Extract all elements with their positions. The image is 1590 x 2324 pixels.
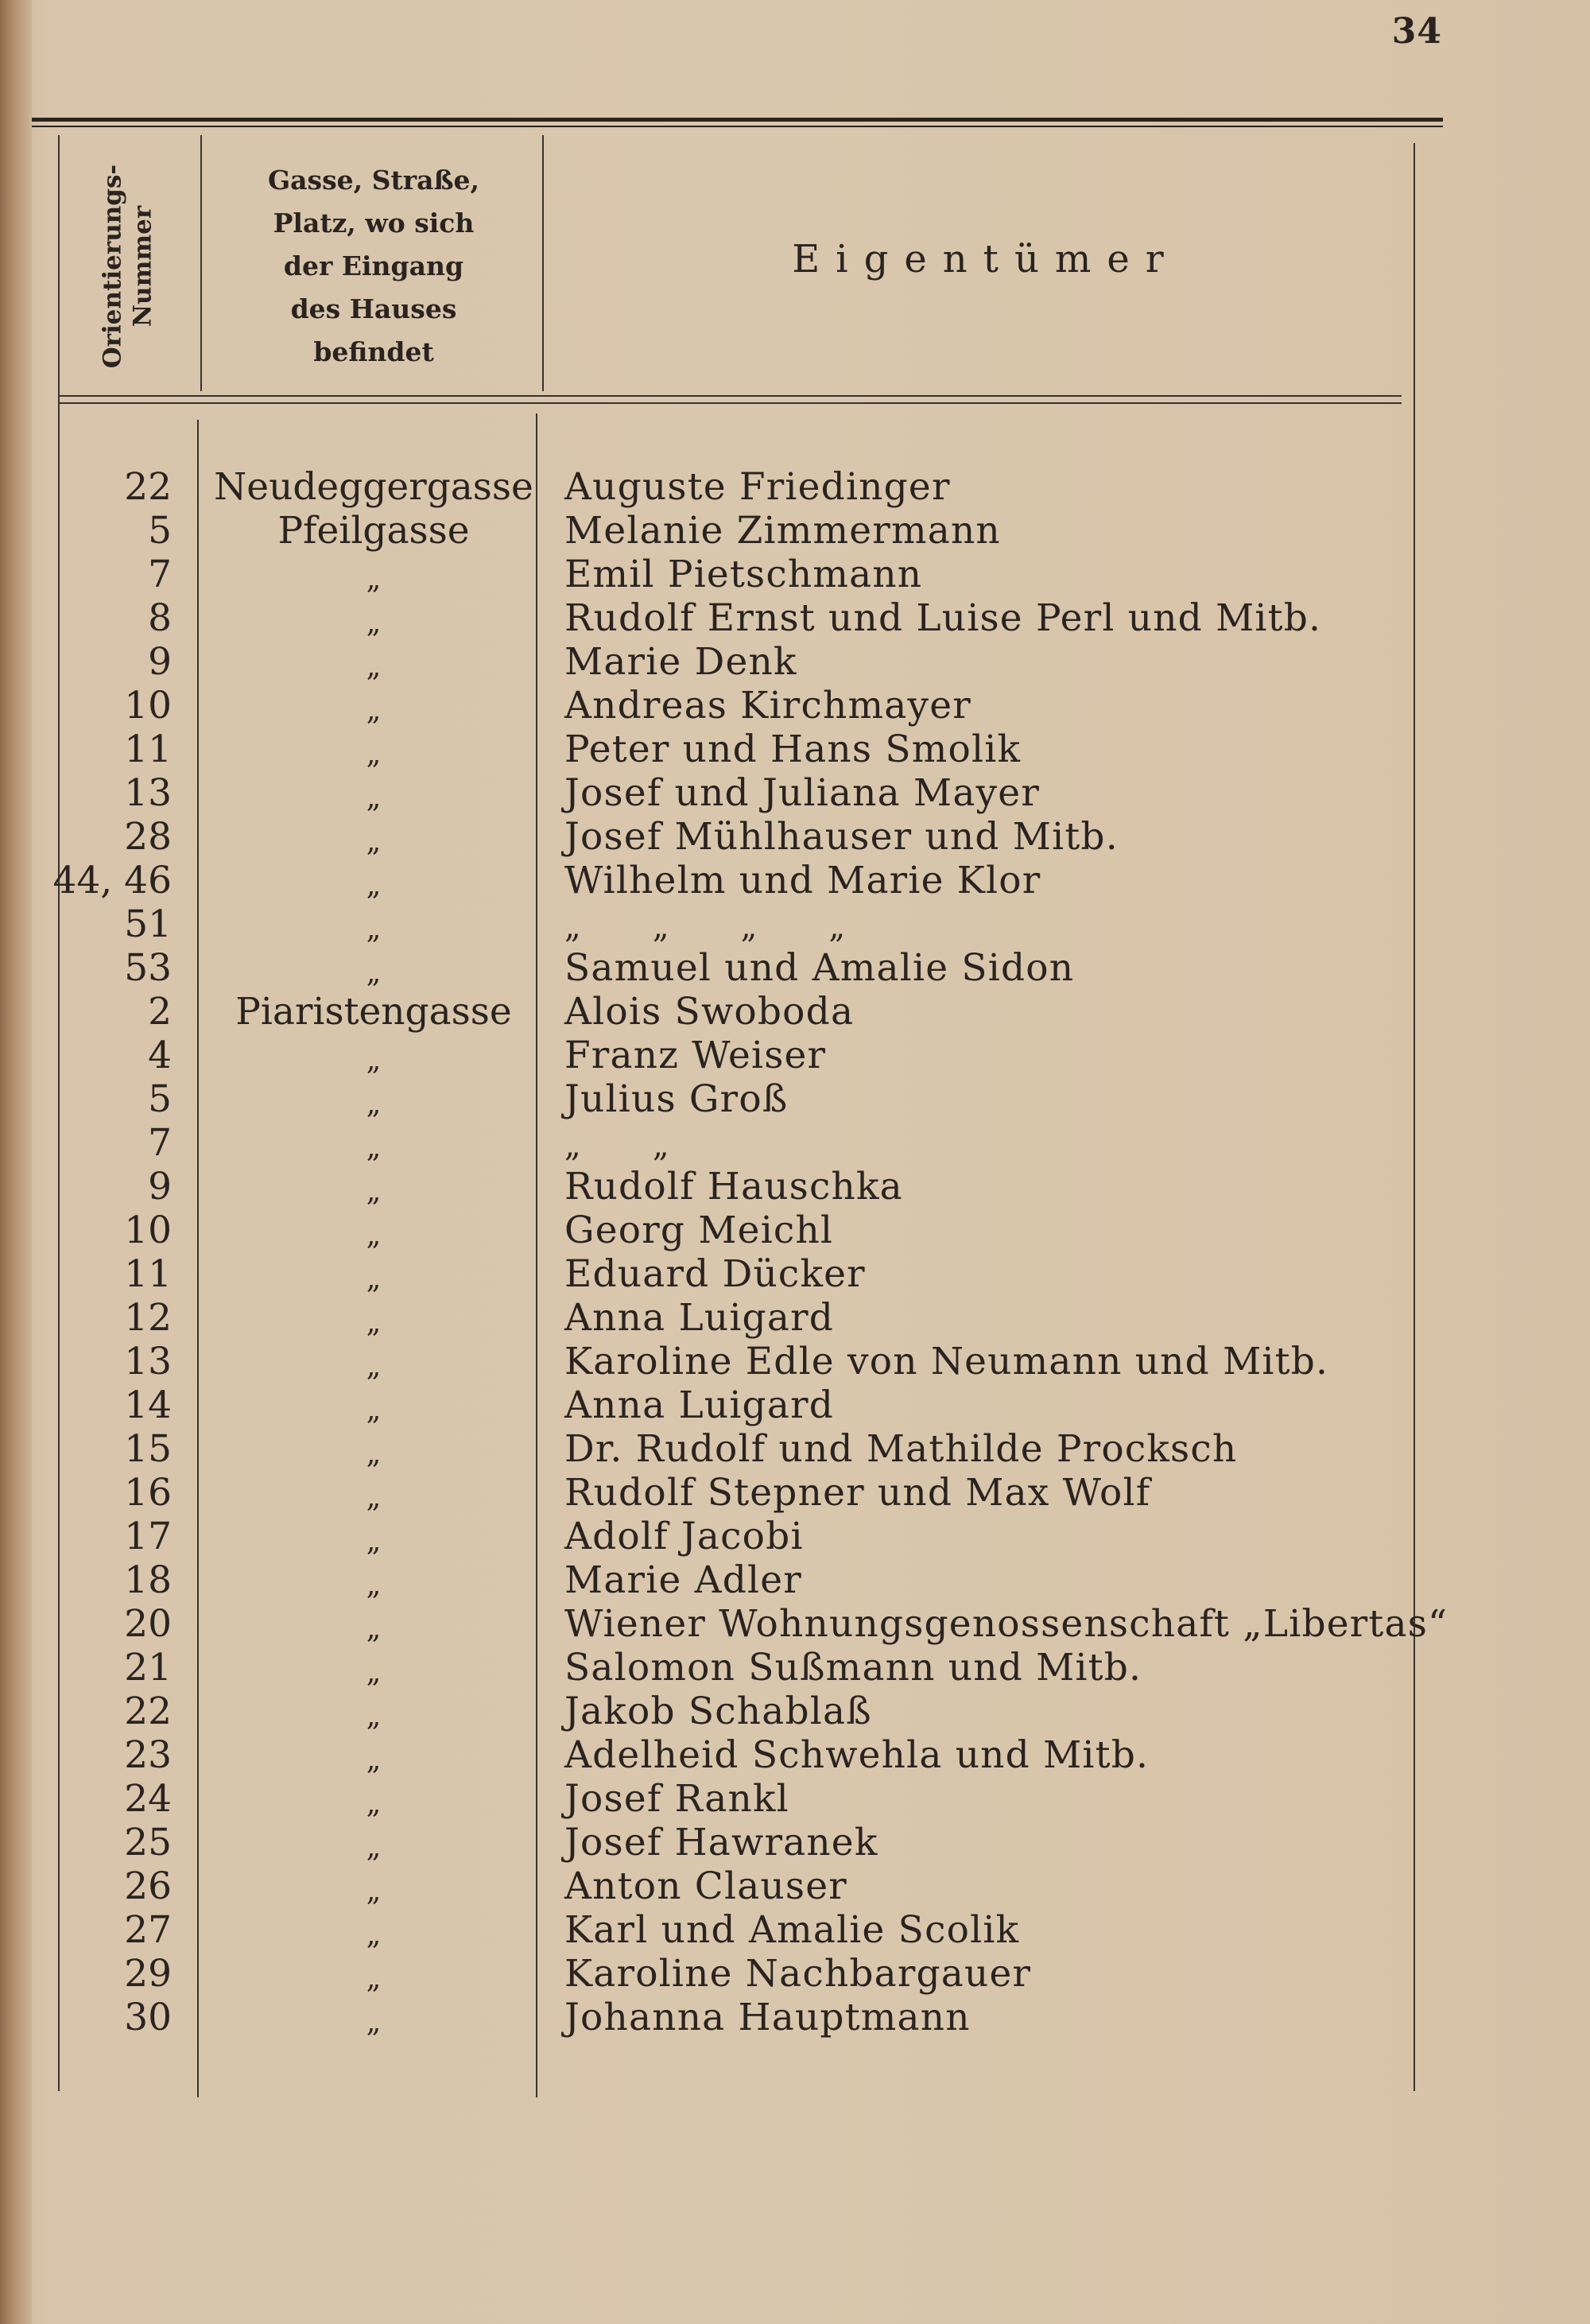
owner-name: Rudolf Stepner und Max Wolf [564,1471,1151,1515]
street-name: „ [366,782,382,814]
table-row [0,1690,1590,1733]
owner-name: Adolf Jacobi [564,1515,804,1558]
owner-name: Rudolf Hauschka [564,1165,903,1209]
street-name: „ [366,1437,382,1470]
house-number: 11 [124,727,172,771]
street-name: „ [366,1263,382,1295]
house-number: 15 [124,1427,172,1471]
owner-name: Adelheid Schwehla und Mitb. [564,1733,1150,1777]
house-number: 17 [124,1515,172,1558]
owner-name: „ „ [564,1127,670,1164]
owner-name: Anton Clauser [564,1864,847,1908]
owner-name: Karoline Edle von Neumann und Mitb. [564,1340,1329,1383]
header-rule-2 [58,402,1402,404]
house-number: 11 [124,1252,172,1296]
house-number: 22 [124,1690,172,1733]
house-number: 4 [148,1034,172,1077]
table-row [0,1515,1590,1558]
street-name: „ [366,694,382,727]
owner-name: Rudolf Ernst und Luise Perl und Mitb. [564,596,1322,640]
table-row [0,1996,1590,2039]
owner-name: Franz Weiser [564,1034,827,1077]
owner-name: Josef Rankl [564,1777,789,1821]
street-name: Neudeggergasse [214,465,533,509]
owner-name: Anna Luigard [564,1383,835,1427]
table-row [0,946,1590,990]
street-name: „ [366,1088,382,1120]
table-row [0,1602,1590,1646]
house-number: 7 [148,1121,172,1165]
owner-name: Auguste Friedinger [564,465,951,509]
table-row [0,1646,1590,1690]
house-number: 23 [124,1733,172,1777]
owner-name: Josef Mühlhauser und Mitb. [564,815,1119,859]
table-row [0,465,1590,509]
house-number: 44, 46 [52,859,172,902]
owner-name: Jakob Schablaß [564,1690,872,1733]
house-number: 18 [124,1558,172,1602]
street-name: „ [366,1787,382,1820]
street-name: „ [366,913,382,945]
house-number: 51 [124,902,172,946]
table-row [0,1340,1590,1383]
house-number: 29 [124,1952,172,1996]
house-number: 7 [148,553,172,596]
house-number: 2 [148,990,172,1034]
street-name: „ [366,650,382,683]
owner-name: Wilhelm und Marie Klor [564,859,1041,902]
house-number: 8 [148,596,172,640]
page-number: 34 [1391,11,1442,52]
table-body [0,465,1590,2039]
owner-name: Johanna Hauptmann [564,1996,971,2039]
street-name: „ [366,1219,382,1251]
table-row [0,1296,1590,1340]
house-number: 9 [148,640,172,684]
table-row [0,640,1590,684]
street-name: „ [366,1131,382,1164]
table-row [0,509,1590,553]
house-number: 10 [124,684,172,727]
street-name: „ [366,1569,382,1601]
street-name: Piaristengasse [235,990,512,1034]
owner-name: Julius Groß [564,1077,789,1121]
table-row [0,815,1590,859]
owner-name: Emil Pietschmann [564,553,923,596]
street-name: „ [366,1394,382,1426]
street-name: „ [366,607,382,639]
house-number: 5 [148,1077,172,1121]
house-number: 13 [124,1340,172,1383]
house-number: 14 [124,1383,172,1427]
owner-name: Alois Swoboda [564,990,855,1034]
table-row [0,859,1590,902]
house-number: 24 [124,1777,172,1821]
table-row [0,990,1590,1034]
header-number-column [60,143,195,390]
table-row [0,1165,1590,1209]
house-number: 20 [124,1602,172,1646]
owner-name: Marie Adler [564,1558,802,1602]
owner-name: Marie Denk [564,640,797,684]
header-owner-column: Eigentümer [792,237,1180,281]
table-row [0,727,1590,771]
house-number: 28 [124,815,172,859]
table-row [0,1952,1590,1996]
street-name: „ [366,1656,382,1689]
table-row [0,1427,1590,1471]
street-name: „ [366,2006,382,2039]
house-number: 9 [148,1165,172,1209]
street-name: „ [366,825,382,858]
street-name: „ [366,738,382,770]
owner-name: Georg Meichl [564,1209,834,1252]
table-row [0,1558,1590,1602]
header-street-column: Gasse, Straße, Platz, wo sich der Eingang des Hauses befindet [267,165,480,367]
table-row [0,1209,1590,1252]
table-row [0,1777,1590,1821]
street-name: „ [366,956,382,989]
street-name: „ [366,563,382,596]
owner-name: Anna Luigard [564,1296,835,1340]
street-name: „ [366,1350,382,1383]
top-rule-thin [32,126,1443,127]
house-number: 25 [124,1821,172,1864]
owner-name: Samuel und Amalie Sidon [564,946,1075,990]
table-row [0,1121,1590,1165]
table-row [0,1908,1590,1952]
house-number: 21 [124,1646,172,1690]
street-name: „ [366,869,382,902]
owner-name: Salomon Sußmann und Mitb. [564,1646,1142,1690]
table-row [0,1864,1590,1908]
table-row [0,1733,1590,1777]
table-row [0,902,1590,946]
table-row [0,1252,1590,1296]
street-name: „ [366,1831,382,1864]
header-divider-1 [200,135,202,391]
table-row [0,1034,1590,1077]
top-rule [32,118,1443,122]
street-name: „ [366,1962,382,1995]
table-row [0,596,1590,640]
house-number: 22 [124,465,172,509]
owner-name: Dr. Rudolf und Mathilde Procksch [564,1427,1238,1471]
street-name: „ [366,1481,382,1514]
house-number: 30 [124,1996,172,2039]
house-number: 16 [124,1471,172,1515]
table-row [0,553,1590,596]
table-row [0,1383,1590,1427]
owner-name: Eduard Dücker [564,1252,866,1296]
table-row [0,1471,1590,1515]
owner-name: Melanie Zimmermann [564,509,1001,553]
owner-name: Andreas Kirchmayer [564,684,971,727]
street-name: Pfeilgasse [277,509,470,553]
table-row [0,684,1590,727]
owner-name: Karoline Nachbargauer [564,1952,1032,1996]
street-name: „ [366,1612,382,1645]
house-number: 13 [124,771,172,815]
house-number: 27 [124,1908,172,1952]
house-number: 26 [124,1864,172,1908]
street-name: „ [366,1525,382,1558]
street-name: „ [366,1175,382,1208]
table-row [0,1821,1590,1864]
owner-name: Josef und Juliana Mayer [564,771,1040,815]
house-number: 12 [124,1296,172,1340]
street-name: „ [366,1744,382,1776]
street-name: „ [366,1306,382,1339]
owner-name: Wiener Wohnungsgenossenschaft „Libertas“ [564,1602,1448,1646]
header-number-label: Orientierungs- Nummer [98,164,157,369]
owner-name: „ „ „ „ [564,909,847,945]
house-number: 5 [148,509,172,553]
header-rule-1 [58,395,1402,397]
house-number: 10 [124,1209,172,1252]
owner-name: Karl und Amalie Scolik [564,1908,1020,1952]
house-number: 53 [124,946,172,990]
owner-name: Peter und Hans Smolik [564,727,1022,771]
table-row [0,1077,1590,1121]
street-name: „ [366,1875,382,1907]
street-name: „ [366,1044,382,1077]
owner-name: Josef Hawranek [564,1821,878,1864]
street-name: „ [366,1919,382,1951]
street-name: „ [366,1700,382,1732]
table-row [0,771,1590,815]
